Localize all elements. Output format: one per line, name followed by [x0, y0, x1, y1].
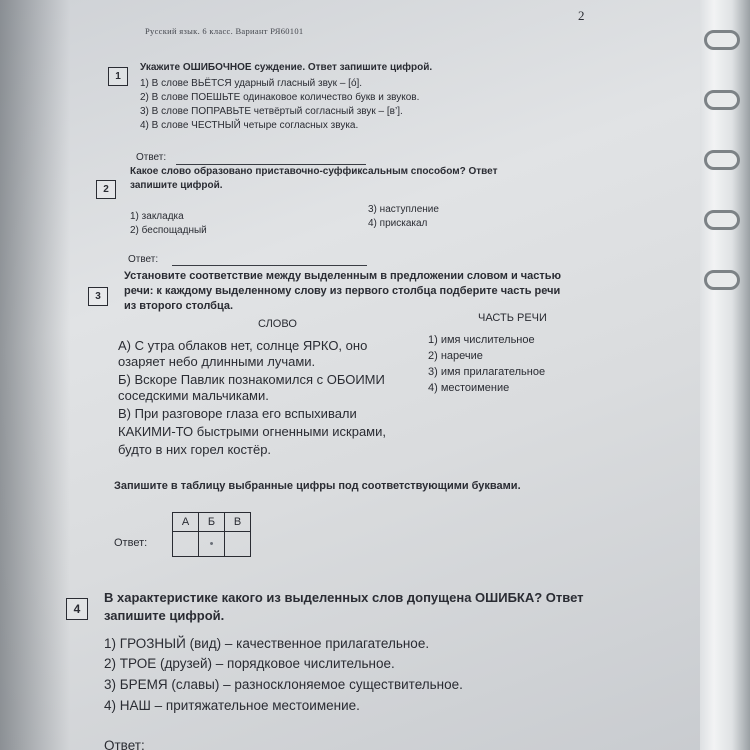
q2-answer-field[interactable]: [172, 265, 367, 266]
question-number-1: 1: [108, 67, 128, 86]
q3-answer-label: Ответ:: [114, 537, 148, 549]
answer-cell-v[interactable]: [225, 532, 251, 557]
binder-ring: [704, 30, 740, 50]
question-number-2: 2: [96, 180, 116, 199]
q4-option-4: 4) НАШ – притяжательное местоимение.: [104, 698, 360, 713]
q1-option-3: 3) В слове ПОПРАВЬТЕ четвёртый согласный звук – [в’].: [140, 106, 403, 117]
q3-word-line-1: А) С утра облаков нет, солнце ЯРКО, оно: [118, 338, 368, 353]
q1-answer-label: Ответ:: [136, 152, 167, 163]
q1-prompt: Укажите ОШИБОЧНОЕ суждение. Ответ запишите цифрой.: [140, 62, 433, 73]
q3-answer-table: [172, 512, 251, 557]
q3-prompt-line-2: речи: к каждому выделенному слову из первого столбца подберите часть речи: [124, 285, 561, 297]
q4-option-2: 2) ТРОЕ (друзей) – порядковое числительное.: [104, 656, 395, 671]
q4-prompt-line-2: запишите цифрой.: [104, 608, 225, 623]
q2-option-1: 1) закладка: [130, 211, 184, 222]
q3-pos-option-1: 1) имя числительное: [428, 334, 535, 346]
binder-ring: [704, 150, 740, 170]
question-number-4: 4: [66, 598, 88, 620]
q2-prompt-line-2: запишите цифрой.: [130, 180, 223, 191]
q2-option-2: 2) беспощадный: [130, 225, 207, 236]
q4-answer-label: Ответ:: [104, 738, 145, 750]
page-shadow: [0, 0, 70, 750]
q1-answer-field[interactable]: [176, 164, 366, 165]
q3-column-word: СЛОВО: [258, 318, 297, 330]
q3-table-instruction: Запишите в таблицу выбранные цифры под соответствующими буквами.: [114, 480, 521, 492]
q3-word-line-6: КАКИМИ-ТО быстрыми огненными искрами,: [118, 424, 386, 439]
q3-pos-option-2: 2) наречие: [428, 350, 483, 362]
q3-word-line-3: Б) Вскоре Павлик познакомился с ОБОИМИ: [118, 372, 385, 387]
q3-word-line-4: соседскими мальчиками.: [118, 388, 269, 403]
page-number: 2: [578, 8, 585, 23]
binder-ring: [704, 210, 740, 230]
answer-cell-a[interactable]: [173, 532, 199, 557]
table-header-b: Б: [199, 513, 225, 532]
table-header-v: В: [225, 513, 251, 532]
table-header-a: А: [173, 513, 199, 532]
q2-answer-label: Ответ:: [128, 254, 159, 265]
q3-pos-option-4: 4) местоимение: [428, 382, 510, 394]
binder-ring: [704, 90, 740, 110]
q2-option-3: 3) наступление: [368, 204, 439, 215]
binder-ring: [704, 270, 740, 290]
q2-option-4: 4) прискакал: [368, 218, 428, 229]
q1-option-1: 1) В слове ВЬЁТСЯ ударный гласный звук – [ó].: [140, 78, 363, 89]
page-header: Русский язык. 6 класс. Вариант РЯ60101: [145, 26, 304, 36]
q2-prompt-line-1: Какое слово образовано приставочно-суффиксальным способом? Ответ: [130, 166, 498, 177]
q4-prompt-line-1: В характеристике какого из выделенных слов допущена ОШИБКА? Ответ: [104, 590, 584, 605]
answer-cell-b[interactable]: •: [199, 532, 225, 557]
q3-prompt-line-1: Установите соответствие между выделенным в предложении словом и частью: [124, 270, 561, 282]
q1-option-4: 4) В слове ЧЕСТНЫЙ четыре согласных звука.: [140, 120, 359, 131]
q3-pos-option-3: 3) имя прилагательное: [428, 366, 546, 378]
q4-option-3: 3) БРЕМЯ (славы) – разносклоняемое существительное.: [104, 677, 463, 692]
q3-word-line-5: В) При разговоре глаза его вспыхивали: [118, 406, 357, 421]
q3-word-line-7: будто в них горел костёр.: [118, 442, 272, 457]
question-number-3: 3: [88, 287, 108, 306]
q3-column-pos: ЧАСТЬ РЕЧИ: [478, 312, 547, 324]
q4-option-1: 1) ГРОЗНЫЙ (вид) – качественное прилагательное.: [104, 636, 430, 651]
q3-prompt-line-3: из второго столбца.: [124, 300, 234, 312]
q3-word-line-2: озаряет небо длинными лучами.: [118, 354, 316, 369]
q1-option-2: 2) В слове ПОЕШЬТЕ одинаковое количество букв и звуков.: [140, 92, 420, 103]
